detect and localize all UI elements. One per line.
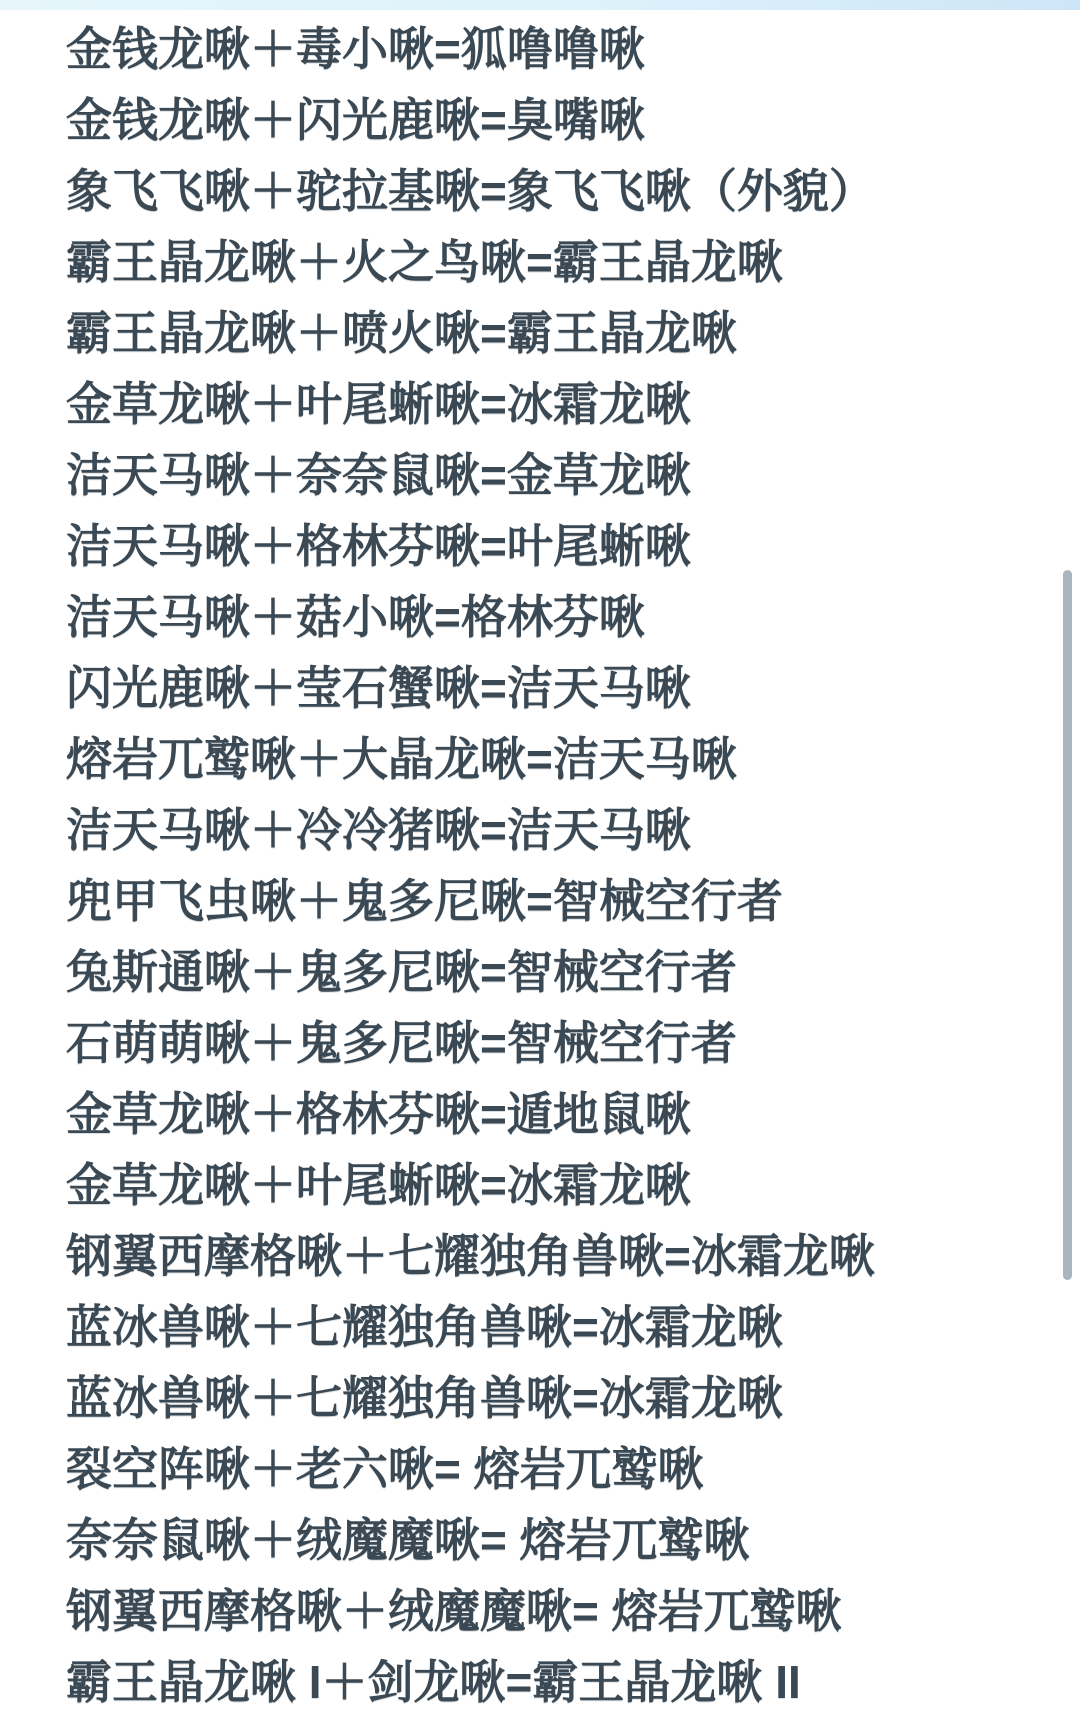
recipe-line: 金草龙啾＋叶尾蜥啾=冰霜龙啾 [66,1159,691,1211]
scrollbar-thumb[interactable] [1063,570,1072,1280]
top-bar [0,0,1080,10]
recipe-line: 金草龙啾＋叶尾蜥啾=冰霜龙啾 [66,378,691,430]
recipe-line: 霸王晶龙啾＋火之鸟啾=霸王晶龙啾 [66,236,783,288]
recipe-line: 霸王晶龙啾 I＋剑龙啾=霸王晶龙啾 II [66,1656,801,1708]
recipe-line: 洁天马啾＋格林芬啾=叶尾蜥啾 [66,520,691,572]
recipe-line: 闪光鹿啾＋莹石蟹啾=洁天马啾 [66,662,691,714]
recipe-line: 金钱龙啾＋毒小啾=狐噜噜啾 [66,23,645,75]
recipe-line: 金钱龙啾＋闪光鹿啾=臭嘴啾 [66,94,645,146]
recipe-line: 金草龙啾＋格林芬啾=遁地鼠啾 [66,1088,691,1140]
recipe-line: 兔斯通啾＋鬼多尼啾=智械空行者 [66,946,737,998]
recipe-line: 蓝冰兽啾＋七耀独角兽啾=冰霜龙啾 [66,1372,783,1424]
recipe-line: 熔岩兀鹫啾＋大晶龙啾=洁天马啾 [66,733,737,785]
recipe-line: 钢翼西摩格啾＋七耀独角兽啾=冰霜龙啾 [66,1230,875,1282]
recipe-line: 兜甲飞虫啾＋鬼多尼啾=智械空行者 [66,875,783,927]
recipe-line: 象飞飞啾＋驼拉基啾=象飞飞啾（外貌） [66,165,875,217]
recipe-line: 洁天马啾＋奈奈鼠啾=金草龙啾 [66,449,691,501]
recipe-line: 石萌萌啾＋鬼多尼啾=智械空行者 [66,1017,737,1069]
recipe-line: 蓝冰兽啾＋七耀独角兽啾=冰霜龙啾 [66,1301,783,1353]
recipe-line: 洁天马啾＋冷冷猪啾=洁天马啾 [66,804,691,856]
recipe-line: 洁天马啾＋菇小啾=格林芬啾 [66,591,645,643]
recipe-list [0,10,1080,1718]
recipe-line: 裂空阵啾＋老六啾= 熔岩兀鹫啾 [66,1443,704,1495]
recipe-line: 奈奈鼠啾＋绒魔魔啾= 熔岩兀鹫啾 [66,1514,750,1566]
recipe-line: 钢翼西摩格啾＋绒魔魔啾= 熔岩兀鹫啾 [66,1585,842,1637]
recipe-line: 霸王晶龙啾＋喷火啾=霸王晶龙啾 [66,307,737,359]
